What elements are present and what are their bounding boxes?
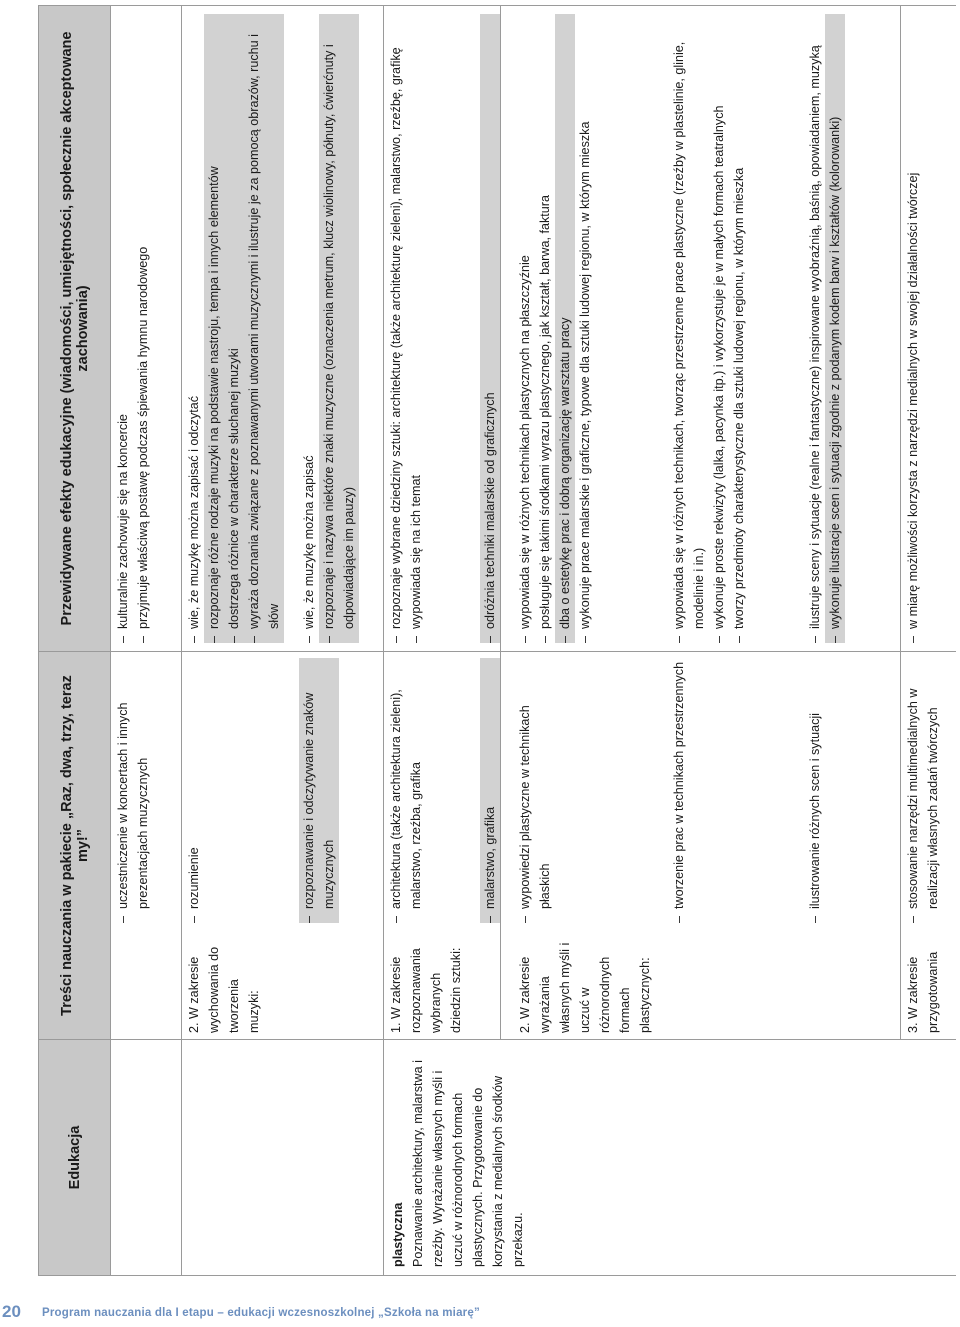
effect-item: – posługuje się takimi środkami wyrazu plastycznego, jak kształt, barwa, faktura — [537, 195, 552, 643]
level-cell: 2. W zakresie wychowania do tworzenia muzyki: — [186, 946, 261, 1033]
content-item: – stosowanie narzędzi multimedialnych w realizacji własnych zadań twórczych — [905, 688, 940, 923]
curriculum-table — [38, 5, 956, 1276]
content-cell — [803, 652, 901, 1040]
effects-cell — [803, 6, 901, 652]
education-cell — [297, 1040, 383, 1276]
header-effects: Przewidywane efekty edukacyjne (wiadomości, umiejętności, społecznie akceptowane zachowania) — [39, 6, 111, 652]
level-cell — [478, 927, 500, 1039]
effect-item: – wie, że muzykę można zapisać i odczytać — [186, 395, 201, 643]
effect-item: – wypowiada się w różnych technikach, tworząc przestrzenne prace plastyczne (rzeźby w plastelinie, glinie, modelinie i in.) — [671, 41, 706, 643]
effect-item: – dostrzega różnice w charakterze słuchanej muzyki — [224, 14, 244, 643]
effects-cell — [181, 6, 285, 652]
education-description: Poznawanie architektury, malarstwa i rzeźby. Wyrażanie własnych myśli i uczuć w różnorodnych formach plastycznych. Przygotowanie do korzystania z medialnych środków przekazu. — [410, 1060, 525, 1267]
level-cell: 3. W zakresie przygotowania — [905, 951, 940, 1033]
effect-item: – wie, że muzykę można zapisać — [302, 455, 316, 643]
table-row — [383, 6, 466, 1276]
level-cell: 2. W zakresie wyrażania własnych myśli i uczuć w różnorodnych formach plastycznych: — [517, 942, 652, 1033]
page-number: 20 — [2, 1302, 21, 1321]
content-cell — [667, 652, 791, 1040]
content-item: – wypowiedzi plastyczne w technikach płaskich — [517, 705, 552, 923]
effect-item: – wykonuje ilustracje scen i sytuacji zgodnie z podanym kodem barw i kształtów (kolorowanki) — [825, 14, 845, 643]
effects-cell — [513, 6, 655, 652]
table-row — [297, 6, 383, 1276]
content-item: – architektura (także architektura zieleni), malarstwo, rzeźba, grafika — [388, 689, 423, 923]
education-cell — [111, 1040, 169, 1276]
level-cell — [297, 927, 339, 1039]
effect-item: – wyraża doznania związane z poznawanymi utworami muzycznymi i ilustruje je za pomocą obrazów, ruchu i słów — [244, 14, 284, 643]
content-item: – rozumienie — [186, 847, 201, 923]
level-cell: 1. W zakresie rozpoznawania wybranych dziedzin sztuki: — [388, 947, 463, 1033]
content-item: – uczestniczenie w koncertach i innych prezentacjach muzycznych — [116, 702, 150, 923]
effect-item: – rozpoznaje i nazywa niektóre znaki muzyczne (oznaczenia metrum, klucz wiolinowy, półnuty, ćwierćnuty i odpowiadające im pauzy) — [319, 14, 359, 643]
effect-item: – tworzy przedmioty charakterystyczne dla sztuki ludowej regionu, w którym mieszka — [731, 167, 746, 643]
content-item: – ilustrowanie różnych scen i sytuacji — [807, 713, 822, 923]
level-cell — [667, 927, 689, 1039]
content-cell — [111, 652, 169, 1040]
effect-item: – wypowiada się w różnych technikach plastycznych na płaszczyźnie — [517, 255, 532, 643]
effects-cell — [383, 6, 466, 652]
effect-item: – dba o estetykę prac i dobrą organizację warsztatu pracy — [555, 14, 575, 643]
effects-cell — [478, 6, 501, 652]
effect-item: – ilustruje sceny i sytuacje (realne i fantastyczne) inspirowane wyobraźnią, baśnią, opowiadaniem, muzyką — [807, 45, 822, 643]
content-cell — [383, 652, 466, 1040]
effect-item: – rozpoznaje wybrane dziedziny sztuki: architekturę (także architekturę zieleni), malarstwo, rzeźbę, grafikę — [388, 47, 403, 643]
content-cell — [513, 652, 655, 1040]
level-cell — [111, 927, 153, 1039]
content-item: – malarstwo, grafika — [480, 658, 500, 923]
education-cell — [181, 1040, 285, 1276]
table-row — [900, 6, 956, 1276]
effect-item: – w miarę możliwości korzysta z narzędzi medialnych w swojej działalności twórczej — [905, 172, 920, 643]
effect-item: – kulturalnie zachowuje się na koncercie — [116, 414, 130, 643]
education-title: plastyczna — [390, 1202, 405, 1267]
content-item: – rozpoznawanie i odczytywanie znaków muzycznych — [299, 658, 339, 923]
effect-item: – wypowiada się na ich temat — [408, 474, 423, 643]
table-row — [111, 6, 169, 1276]
effect-item: – rozpoznaje różne rodzaje muzyki na podstawie nastroju, tempa i innych elementów — [204, 14, 224, 643]
table-header-row — [39, 6, 111, 1276]
header-education: Edukacja — [39, 1040, 111, 1276]
effects-cell — [297, 6, 383, 652]
effect-item: – przyjmuje właściwą postawę podczas śpiewania hymnu narodowego — [136, 246, 150, 643]
content-item: – tworzenie prac w technikach przestrzennych — [671, 661, 686, 923]
running-title: Program nauczania dla I etapu – edukacji wczesnoszkolnej „Szkoła na miarę” — [42, 1307, 480, 1319]
table-row — [181, 6, 285, 1276]
rotated-curriculum-table — [38, 6, 956, 1276]
content-cell — [181, 652, 285, 1040]
effect-item: – wykonuje proste rekwizyty (lalka, pacynka itp.) i wykorzystuje je w małych formach teatralnych — [711, 105, 726, 643]
effects-cell — [900, 6, 956, 652]
effect-item: – odróżnia techniki malarskie od graficznych — [480, 14, 500, 643]
education-cell — [900, 1040, 956, 1276]
content-cell — [478, 652, 501, 1040]
effects-cell — [111, 6, 169, 652]
content-cell — [900, 652, 956, 1040]
content-cell — [297, 652, 383, 1040]
header-content: Treści nauczania w pakiecie „Raz, dwa, trzy, teraz my!” — [39, 652, 111, 1040]
effects-cell — [667, 6, 791, 652]
page-footer — [0, 1300, 960, 1327]
effect-item: – wykonuje prace malarskie i graficzne, typowe dla sztuki ludowej regionu, w którym mieszka — [577, 121, 592, 643]
level-cell — [803, 927, 825, 1039]
education-cell — [383, 1040, 900, 1276]
